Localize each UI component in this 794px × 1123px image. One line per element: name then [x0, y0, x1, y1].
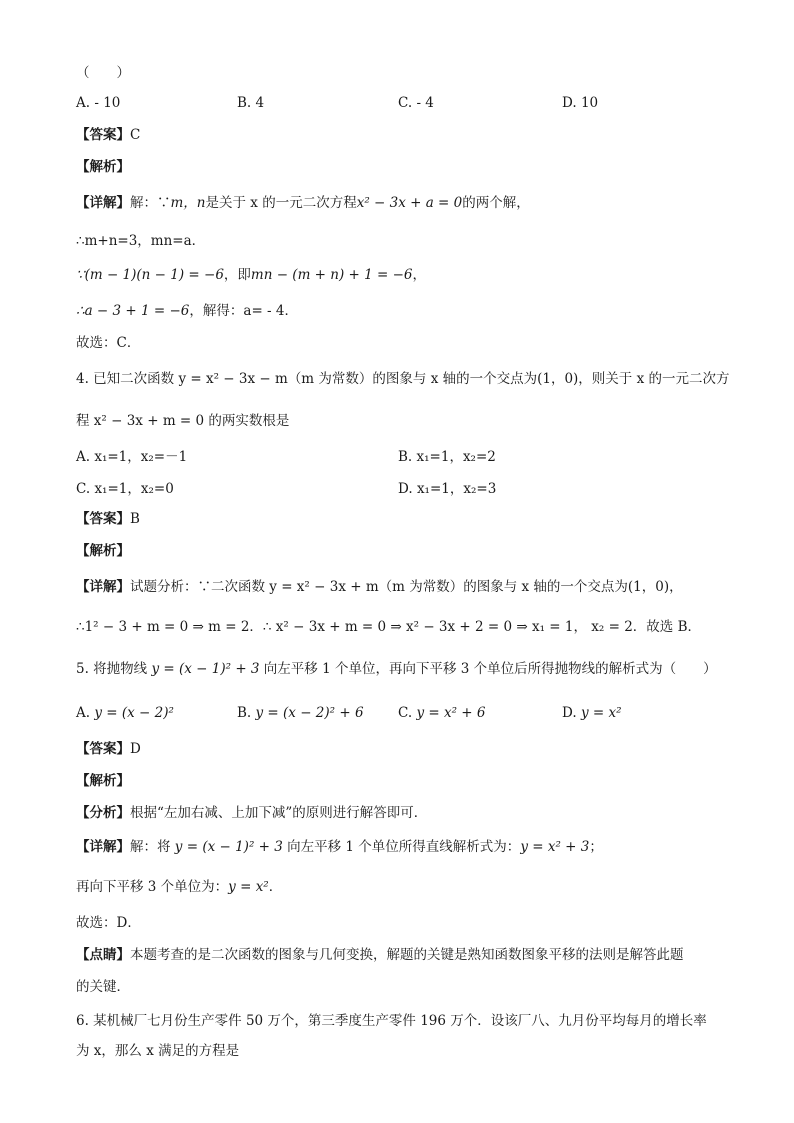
q5-detail-line-1 [76, 838, 603, 856]
q5-option-d[interactable] [562, 704, 621, 722]
option-letter: D. [562, 95, 577, 111]
option-text: - 4 [416, 95, 434, 111]
option-text: x₁=1，x₂=0 [94, 481, 174, 497]
q3-stem-tail: （ ） [76, 65, 130, 81]
text: 本题考查的是二次函数的图象与几何变换，解题的关键是熟知函数图象平移的法则是解答此题 [130, 947, 684, 963]
option-text: 4 [255, 95, 265, 111]
math-equation: x² − 3x + m = 0 [93, 413, 205, 429]
text: 试题分析：∵二次函数 y = x² − 3x + m（m 为常数）的图象与 x 轴的一个交点为(1，0)， [130, 579, 683, 595]
option-letter: A. [76, 95, 91, 111]
q4-option-d[interactable] [398, 480, 496, 498]
option-letter: B. [237, 705, 252, 721]
q4-analysis-label: 【解析】 [76, 543, 130, 559]
text: 解：∵ [130, 195, 171, 211]
text: ； [589, 839, 603, 855]
text: （m 为常数）的图象与 x 轴的一个交点为(1，0)，则关于 x 的一元二次方 [287, 371, 730, 387]
option-text: x₁=1，x₂=－1 [94, 449, 188, 465]
q6-stem-line-1: 6. 某机械厂七月份生产零件 50 万个，第三季度生产零件 196 万个．设该厂八、九月份平均每月的增长率 [76, 1013, 707, 1029]
math-equation: ∵(m − 1)(n − 1) = −6 [76, 267, 224, 283]
answer-value: C [130, 127, 141, 143]
text: 是关于 x 的一元二次方程 [205, 195, 357, 211]
q5-conclusion: 故选：D． [76, 915, 141, 931]
text: ， [412, 267, 427, 283]
option-text: y = (x − 2)² + 6 [255, 705, 364, 721]
q3-detail-line-1 [76, 194, 530, 212]
detail-label: 【详解】 [76, 839, 130, 855]
option-text: 10 [580, 95, 599, 111]
q5-option-c[interactable] [398, 704, 485, 722]
option-text: y = x² [580, 705, 622, 721]
option-text: x₁=1，x₂=3 [416, 481, 497, 497]
math-equation: mn − (m + n) + 1 = −6 [250, 267, 413, 283]
option-letter: C. [398, 705, 413, 721]
q3-answer [76, 126, 140, 144]
text: 的两实数根是 [204, 413, 290, 429]
detail-label: 【详解】 [76, 195, 130, 211]
option-text: y = x² + 6 [416, 705, 486, 721]
analysis-sub-label: 【分析】 [76, 805, 130, 821]
q3-option-a[interactable] [76, 94, 120, 112]
q5-analysis-line [76, 804, 427, 822]
text: ，即 [223, 267, 251, 283]
answer-label: 【答案】 [76, 127, 130, 143]
q4-option-b[interactable] [398, 448, 496, 466]
answer-value: D [130, 741, 141, 757]
option-text: - 10 [94, 95, 121, 111]
option-text: y = (x − 2)² [94, 705, 174, 721]
option-letter: A. [76, 705, 91, 721]
q4-detail-line-2: ∴1² − 3 + m = 0 ⇒ m = 2．∴ x² − 3x + m = 0 ⇒ x² − 3x + 2 = 0 ⇒ x₁ = 1， x₂ = 2．故选 B． [76, 619, 702, 635]
q3-detail-line-4 [76, 302, 298, 320]
text: 4. 已知二次函数 [76, 371, 179, 387]
q3-detail-line-3 [76, 266, 426, 284]
detail-label: 【详解】 [76, 579, 130, 595]
q5-answer [76, 740, 141, 758]
answer-label: 【答案】 [76, 511, 130, 527]
text: 5. 将抛物线 [76, 661, 152, 677]
math-equation: y = x² [228, 879, 269, 895]
math-equation: ∴a − 3 + 1 = −6 [76, 303, 190, 319]
option-letter: D. [398, 481, 413, 497]
answer-label: 【答案】 [76, 741, 130, 757]
text: ． [268, 879, 283, 895]
math-equation: y = (x − 1)² + 3 [151, 661, 260, 677]
option-letter: B. [237, 95, 252, 111]
text: ，解得：a= - 4． [189, 303, 298, 319]
q5-option-a[interactable] [76, 704, 174, 722]
option-letter: D. [562, 705, 577, 721]
text: 再向下平移 3 个单位为： [76, 879, 229, 895]
text: 解：将 [130, 839, 175, 855]
q5-stem [76, 660, 717, 678]
math-equation: y = x² + 3 [520, 839, 590, 855]
comment-label: 【点睛】 [76, 947, 130, 963]
q4-stem-line-2 [76, 412, 289, 430]
q4-stem-line-1 [76, 370, 730, 388]
text: 根据“左加右减、上加下减”的原则进行解答即可． [130, 805, 428, 821]
q5-option-b[interactable] [237, 704, 364, 722]
option-letter: B. [398, 449, 413, 465]
q5-comment-line-2: 的关键． [76, 979, 130, 995]
q3-option-d[interactable] [562, 94, 598, 112]
option-text: x₁=1，x₂=2 [416, 449, 496, 465]
q5-comment-line-1 [76, 946, 684, 964]
math: m，n [170, 195, 206, 211]
text: 的两个解， [462, 195, 530, 211]
answer-value: B [130, 511, 140, 527]
math-equation: y = (x − 1)² + 3 [174, 839, 283, 855]
q3-detail-line-2: ∴m+n=3，mn=a． [76, 233, 206, 249]
q3-conclusion: 故选：C． [76, 335, 141, 351]
text: 程 [76, 413, 94, 429]
q5-analysis-label: 【解析】 [76, 773, 130, 789]
option-letter: C. [76, 481, 91, 497]
q4-detail-line-1 [76, 578, 683, 596]
text: 向左平移 1 个单位所得直线解析式为： [282, 839, 521, 855]
q6-stem-line-2: 为 x，那么 x 满足的方程是 [76, 1043, 240, 1059]
option-letter: C. [398, 95, 413, 111]
q3-option-b[interactable] [237, 94, 264, 112]
q3-analysis-label: 【解析】 [76, 159, 130, 175]
math-equation: x² − 3x + a = 0 [356, 195, 463, 211]
q3-option-c[interactable] [398, 94, 434, 112]
q4-option-a[interactable] [76, 448, 187, 466]
q5-detail-line-2 [76, 878, 282, 896]
option-letter: A. [76, 449, 91, 465]
q4-option-c[interactable] [76, 480, 174, 498]
math-equation: y = x² − 3x − m [178, 371, 288, 387]
q4-answer [76, 510, 140, 528]
text: 向左平移 1 个单位，再向下平移 3 个单位后所得抛物线的解析式为（ ） [259, 661, 717, 677]
